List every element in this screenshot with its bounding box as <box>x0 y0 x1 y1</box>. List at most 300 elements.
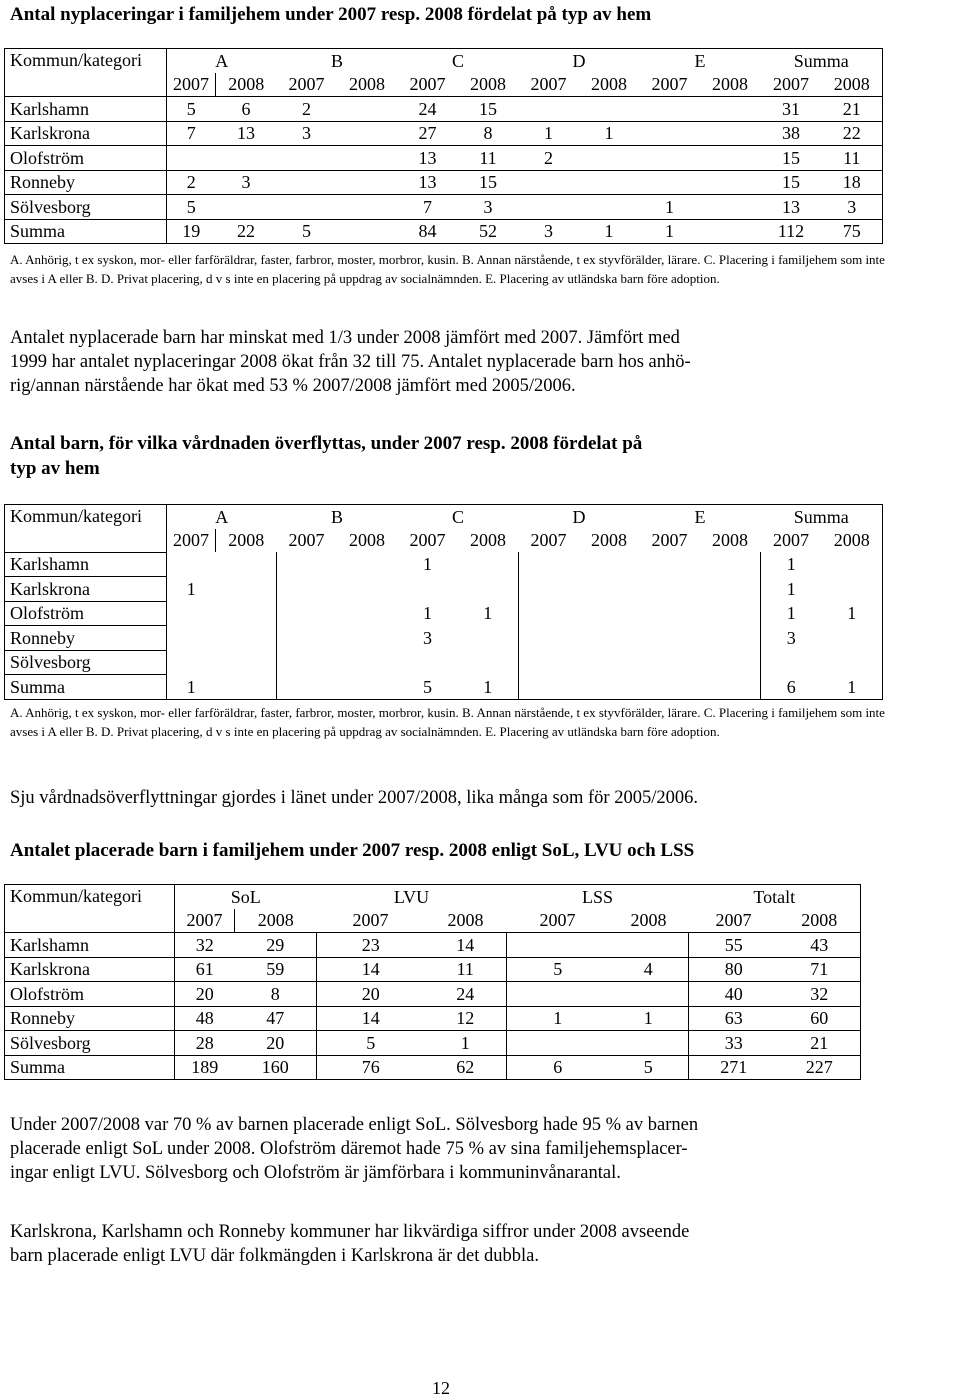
table-cell: 5 <box>317 1031 425 1056</box>
column-group-header: E <box>640 49 761 73</box>
table-cell <box>640 577 700 602</box>
table-cell <box>640 601 700 626</box>
table-cell: 1 <box>507 1006 609 1031</box>
table-cell <box>277 170 337 195</box>
table-cell <box>337 650 398 675</box>
paragraph-line: Under 2007/2008 var 70 % av barnen placerade enligt SoL. Sölvesborg hade 95 % av barnen <box>10 1115 699 1135</box>
table-cell <box>579 675 640 700</box>
table-cell <box>167 601 216 626</box>
table-row <box>5 577 883 602</box>
table-cell <box>337 626 398 651</box>
column-group-header: LVU <box>317 885 507 909</box>
table-cell <box>640 170 700 195</box>
table-row <box>5 933 861 958</box>
table-row <box>5 675 883 700</box>
table-row <box>5 1055 861 1080</box>
row-label: Karlshamn <box>5 933 175 958</box>
column-year-header: 2008 <box>779 909 861 933</box>
table-cell: 5 <box>398 675 458 700</box>
table-cell: 1 <box>458 675 519 700</box>
column-year-header: 2008 <box>228 530 265 551</box>
column-year-header: 2008 <box>470 530 506 551</box>
table-cell <box>277 675 337 700</box>
table-cell: 1 <box>186 578 196 599</box>
table-cell: 24 <box>398 97 458 122</box>
table-cell: 3 <box>277 121 337 146</box>
column-year-header: 2008 <box>257 910 294 931</box>
column-year-header: 2008 <box>470 74 506 95</box>
column-year-header: 2007 <box>288 530 325 551</box>
column-group-header: LSS <box>507 885 689 909</box>
row-label: Karlskrona <box>5 121 167 146</box>
row-label: Sölvesborg <box>5 1031 175 1056</box>
table-cell: 5 <box>507 957 609 982</box>
table-cell: 1 <box>786 578 796 599</box>
page-number: 12 <box>432 1378 450 1398</box>
table-cell: 5 <box>167 195 216 220</box>
table-cell: 3 <box>216 170 277 195</box>
table-cell: 38 <box>761 121 822 146</box>
table-cell <box>507 982 609 1007</box>
table-body <box>5 885 861 1080</box>
table-cell <box>640 121 700 146</box>
section1-heading: Antal nyplaceringar i familjehem under 2007 resp. 2008 fördelat på typ av hem <box>10 4 652 25</box>
table-cell: 20 <box>235 1031 317 1056</box>
table-cell: 76 <box>317 1055 425 1080</box>
row-label: Summa <box>5 675 167 700</box>
table-cell: 20 <box>175 982 235 1007</box>
table-cell: 24 <box>425 982 507 1007</box>
table-cell <box>700 195 761 220</box>
table-cell: 33 <box>689 1031 779 1056</box>
column-group-header: A <box>167 505 277 529</box>
column-group-header: C <box>398 49 519 73</box>
table-cell: 1 <box>640 219 700 244</box>
table-cell <box>822 552 883 577</box>
table-cell <box>700 675 761 700</box>
table-cell <box>579 601 640 626</box>
table-row <box>5 121 883 146</box>
paragraph-line: Antalet nyplacerade barn har minskat med 1/3 under 2008 jämfört med 2007. Jämfört med <box>10 328 680 348</box>
table-cell: 43 <box>779 933 861 958</box>
table-cell <box>277 195 337 220</box>
table-cell <box>519 170 579 195</box>
table-cell: 19 <box>167 219 216 244</box>
paragraph-line: barn placerade enligt LVU där folkmängden i Karlskrona är det dubbla. <box>10 1246 539 1266</box>
column-group-header: E <box>640 505 761 529</box>
table-cell <box>579 650 640 675</box>
row-label: Karlshamn <box>5 552 167 577</box>
row-label: Karlskrona <box>5 577 167 602</box>
table-cell <box>337 146 398 171</box>
table-cell <box>519 97 579 122</box>
table-cell <box>337 121 398 146</box>
table-cell: 63 <box>689 1006 779 1031</box>
table-cell <box>609 1031 689 1056</box>
paragraph-lvu <box>10 1220 689 1268</box>
table-cell <box>579 195 640 220</box>
table-cell: 14 <box>317 957 425 982</box>
table-cell: 55 <box>689 933 779 958</box>
table-cell: 71 <box>779 957 861 982</box>
table-cell: 32 <box>779 982 861 1007</box>
table-cell <box>458 552 519 577</box>
table-cell: 11 <box>822 146 883 171</box>
table-cell: 3 <box>786 627 796 648</box>
paragraph-line: placerade enligt SoL under 2008. Olofström däremot hade 75 % av sina familjehemsplacer- <box>10 1139 688 1159</box>
column-year-header: 2008 <box>591 530 627 551</box>
column-year-header: 2007 <box>530 74 567 95</box>
table-cell: 13 <box>216 121 277 146</box>
table-body <box>5 505 883 700</box>
table-cell <box>216 675 277 700</box>
table-row <box>5 170 883 195</box>
row-label: Olofström <box>5 601 167 626</box>
table-cell: 21 <box>779 1031 861 1056</box>
row-label: Sölvesborg <box>5 195 167 220</box>
table-cell: 3 <box>822 195 883 220</box>
table-cell <box>700 146 761 171</box>
table-cell <box>700 170 761 195</box>
table-cell <box>579 626 640 651</box>
table-cell: 31 <box>761 97 822 122</box>
table-cell: 8 <box>235 982 317 1007</box>
table-cell <box>216 146 277 171</box>
column-year-header: 2007 <box>175 909 235 933</box>
table-cell <box>519 675 579 700</box>
column-group-header: B <box>277 49 398 73</box>
paragraph-sol <box>10 1113 698 1185</box>
table-cell <box>458 577 519 602</box>
table-cell: 22 <box>822 121 883 146</box>
table-cell <box>277 650 337 675</box>
column-group-header: D <box>519 505 640 529</box>
table-row <box>5 982 861 1007</box>
table-cell: 7 <box>398 195 458 220</box>
table-cell <box>640 626 700 651</box>
table-row <box>5 552 883 577</box>
table-cell: 27 <box>398 121 458 146</box>
table-cell: 271 <box>689 1055 779 1080</box>
table-cell <box>579 552 640 577</box>
column-year-header: 2008 <box>228 74 265 95</box>
column-group-header: B <box>277 505 398 529</box>
table-cell: 14 <box>317 1006 425 1031</box>
table-cell: 12 <box>425 1006 507 1031</box>
table-cell: 75 <box>822 219 883 244</box>
row-label: Ronneby <box>5 1006 175 1031</box>
table-cell: 1 <box>579 121 640 146</box>
table-cell: 1 <box>786 603 796 624</box>
table-cell <box>216 601 277 626</box>
table-cell: 32 <box>175 933 235 958</box>
column-year-header: 2008 <box>822 529 883 553</box>
table-cell: 1 <box>822 675 883 700</box>
table-cell <box>458 650 519 675</box>
column-year-header: 2007 <box>651 530 688 551</box>
table-cell: 13 <box>398 170 458 195</box>
table-cell: 80 <box>689 957 779 982</box>
column-group-header: Summa <box>761 49 883 73</box>
table-cell <box>398 577 458 602</box>
row-label: Olofström <box>5 146 167 171</box>
table-cell: 1 <box>423 603 432 624</box>
table-row <box>5 1006 861 1031</box>
table-row <box>5 957 861 982</box>
table-row <box>5 97 883 122</box>
column-year-header: 2007 <box>409 530 446 551</box>
column-group-header: Totalt <box>689 885 861 909</box>
paragraph-line: 1999 har antalet nyplaceringar 2008 ökat från 32 till 75. Antalet nyplacerade barn hos anhö- <box>10 352 691 372</box>
table-cell <box>700 552 761 577</box>
column-group-header: A <box>167 49 277 73</box>
table-cell: 1 <box>423 554 432 575</box>
table-cell <box>609 933 689 958</box>
table-cell: 48 <box>175 1006 235 1031</box>
table-cell <box>640 97 700 122</box>
table-cell: 3 <box>519 219 579 244</box>
table-cell <box>761 650 822 675</box>
table-cell: 2 <box>519 146 579 171</box>
table-row <box>5 601 883 626</box>
heading-line: typ av hem <box>10 458 100 479</box>
table-cell <box>216 577 277 602</box>
table-row <box>5 650 883 675</box>
row-label: Karlshamn <box>5 97 167 122</box>
section1-footnote: A. Anhörig, t ex syskon, mor- eller farföräldrar, faster, farbror, moster, morbror, kusin. B. Annan närstående, t ex styvförälder, lärare. C. Placering i familjehem som inte avses i A eller B. D. Privat placering, d v s inte en placering på uppdrag av socialnämnden. E. Placering av utländska barn före adoption. <box>10 252 885 286</box>
table-cell <box>519 601 579 626</box>
table-cell <box>822 650 883 675</box>
table-cell <box>337 601 398 626</box>
table-cell: 1 <box>609 1006 689 1031</box>
table-cell <box>337 195 398 220</box>
table-cell: 52 <box>458 219 519 244</box>
column-year-header: 2007 <box>530 530 567 551</box>
table-cell <box>519 626 579 651</box>
paragraph-nyplaceringar <box>10 326 691 398</box>
table-cell <box>822 577 883 602</box>
table-cell <box>579 146 640 171</box>
table-cell <box>458 626 519 651</box>
table-cell: 21 <box>822 97 883 122</box>
table-cell: 1 <box>786 554 796 575</box>
column-group-header: C <box>398 505 519 529</box>
table-cell: 47 <box>235 1006 317 1031</box>
table-cell: 20 <box>317 982 425 1007</box>
table-cell <box>216 552 277 577</box>
table-cell <box>507 933 609 958</box>
table-cell <box>640 552 700 577</box>
table-cell: 7 <box>167 121 216 146</box>
table-cell: 4 <box>609 957 689 982</box>
column-year-header: 2008 <box>630 910 667 931</box>
table-cell <box>277 626 337 651</box>
table-cell <box>277 577 337 602</box>
table-cell: 15 <box>761 146 822 171</box>
table-cell <box>337 552 398 577</box>
paragraph-line: rig/annan närstående har ökat med 53 % 2007/2008 jämfört med 2005/2006. <box>10 376 576 396</box>
table-cell: 1 <box>640 195 700 220</box>
row-label: Sölvesborg <box>5 650 167 675</box>
row-label: Olofström <box>5 982 175 1007</box>
table-row <box>5 1031 861 1056</box>
table-cell: 11 <box>425 957 507 982</box>
table-cell: 5 <box>609 1055 689 1080</box>
table-cell <box>507 1031 609 1056</box>
column-header-kommun: Kommun/kategori <box>5 49 167 97</box>
table-cell <box>609 982 689 1007</box>
column-year-header: 2007 <box>651 74 688 95</box>
table-nyplaceringar <box>4 48 883 244</box>
table-cell: 112 <box>761 219 822 244</box>
table-cell: 11 <box>458 146 519 171</box>
table-cell <box>640 146 700 171</box>
column-year-header: 2008 <box>712 530 748 551</box>
table-cell: 3 <box>458 195 519 220</box>
table-cell <box>277 552 337 577</box>
table-cell <box>337 577 398 602</box>
table-cell: 2 <box>167 170 216 195</box>
table-cell <box>167 626 216 651</box>
table-cell: 15 <box>458 97 519 122</box>
table-cell: 1 <box>458 601 519 626</box>
column-year-header: 2008 <box>822 73 883 97</box>
table-cell: 5 <box>277 219 337 244</box>
table-cell <box>277 146 337 171</box>
table-cell <box>398 650 458 675</box>
header-row <box>5 49 883 73</box>
table-cell: 15 <box>458 170 519 195</box>
table-cell: 61 <box>175 957 235 982</box>
table-vardnadsoverflyttningar <box>4 504 883 700</box>
column-year-header: 2007 <box>773 530 809 551</box>
table-cell: 227 <box>779 1055 861 1080</box>
table-cell <box>216 626 277 651</box>
table-cell <box>167 650 216 675</box>
table-cell <box>337 675 398 700</box>
table-body <box>5 49 883 244</box>
paragraph-vardnad: Sju vårdnadsöverflyttningar gjordes i länet under 2007/2008, lika många som för 2005/2006. <box>10 788 698 808</box>
table-cell: 23 <box>317 933 425 958</box>
heading-line: Antal barn, för vilka vårdnaden överflyttas, under 2007 resp. 2008 fördelat på <box>10 433 643 454</box>
table-cell: 18 <box>822 170 883 195</box>
column-year-header: 2007 <box>409 74 446 95</box>
row-label: Summa <box>5 219 167 244</box>
table-cell <box>579 170 640 195</box>
table-cell: 13 <box>761 195 822 220</box>
table-cell <box>337 219 398 244</box>
table-cell: 1 <box>519 121 579 146</box>
header-row <box>5 505 883 529</box>
table-cell <box>700 577 761 602</box>
paragraph-line: ingar enligt LVU. Sölvesborg och Olofström är jämförbara i kommuninvånarantal. <box>10 1163 621 1183</box>
table-cell <box>700 601 761 626</box>
table-cell <box>579 577 640 602</box>
table-row <box>5 146 883 171</box>
table-cell: 13 <box>398 146 458 171</box>
table-cell: 3 <box>423 627 432 648</box>
table-cell <box>640 650 700 675</box>
table-sol-lvu-lss <box>4 884 861 1080</box>
table-cell: 6 <box>507 1055 609 1080</box>
table-cell <box>700 626 761 651</box>
row-label: Summa <box>5 1055 175 1080</box>
table-cell: 84 <box>398 219 458 244</box>
table-cell: 6 <box>216 97 277 122</box>
column-year-header: 2007 <box>167 73 216 97</box>
table-cell: 8 <box>458 121 519 146</box>
table-cell <box>519 650 579 675</box>
table-cell <box>167 146 216 171</box>
table-row <box>5 219 883 244</box>
table-cell: 6 <box>761 675 822 700</box>
column-year-header: 2007 <box>715 910 752 931</box>
table-cell <box>640 675 700 700</box>
row-label: Ronneby <box>5 170 167 195</box>
table-cell <box>337 170 398 195</box>
column-year-header: 2008 <box>349 530 385 551</box>
table-cell <box>700 219 761 244</box>
table-cell <box>700 650 761 675</box>
table-cell: 29 <box>235 933 317 958</box>
table-cell: 40 <box>689 982 779 1007</box>
table-cell <box>337 97 398 122</box>
table-cell: 1 <box>425 1031 507 1056</box>
column-year-header: 2007 <box>773 74 809 95</box>
table-cell: 22 <box>216 219 277 244</box>
table-cell: 59 <box>235 957 317 982</box>
table-cell <box>519 577 579 602</box>
section2-footnote: A. Anhörig, t ex syskon, mor- eller farföräldrar, faster, farbror, moster, morbror, kusin. B. Annan närstående, t ex styvförälder, lärare. C. Placering i familjehem som inte avses i A eller B. D. Privat placering, d v s inte en placering på uppdrag av socialnämnden. E. Placering av utländska barn före adoption. <box>10 705 885 739</box>
table-row <box>5 626 883 651</box>
table-cell: 15 <box>761 170 822 195</box>
table-cell <box>700 121 761 146</box>
table-cell: 14 <box>425 933 507 958</box>
section3-heading: Antalet placerade barn i familjehem under 2007 resp. 2008 enligt SoL, LVU och LSS <box>10 840 695 861</box>
table-cell: 2 <box>277 97 337 122</box>
table-cell: 1 <box>579 219 640 244</box>
table-cell: 28 <box>175 1031 235 1056</box>
table-row <box>5 195 883 220</box>
paragraph-line: Karlskrona, Karlshamn och Ronneby kommuner har likvärdiga siffror under 2008 avseende <box>10 1222 690 1242</box>
table-cell <box>519 195 579 220</box>
section2-heading <box>10 431 642 481</box>
table-cell <box>822 626 883 651</box>
table-cell <box>700 97 761 122</box>
column-year-header: 2007 <box>352 910 389 931</box>
table-cell <box>167 552 216 577</box>
table-cell: 5 <box>167 97 216 122</box>
table-cell: 189 <box>175 1055 235 1080</box>
column-header-kommun: Kommun/kategori <box>5 885 175 933</box>
column-year-header: 2008 <box>447 910 484 931</box>
column-year-header: 2008 <box>349 74 385 95</box>
table-cell <box>519 552 579 577</box>
column-header-kommun: Kommun/kategori <box>5 505 167 553</box>
column-year-header: 2007 <box>288 74 325 95</box>
column-year-header: 2008 <box>712 74 748 95</box>
column-year-header: 2007 <box>539 910 576 931</box>
column-group-header: Summa <box>761 505 883 529</box>
table-cell: 62 <box>425 1055 507 1080</box>
column-group-header: SoL <box>175 885 317 909</box>
row-label: Karlskrona <box>5 957 175 982</box>
table-cell: 160 <box>235 1055 317 1080</box>
column-year-header: 2007 <box>167 529 216 553</box>
column-year-header: 2008 <box>591 74 627 95</box>
table-cell <box>216 650 277 675</box>
row-label: Ronneby <box>5 626 167 651</box>
